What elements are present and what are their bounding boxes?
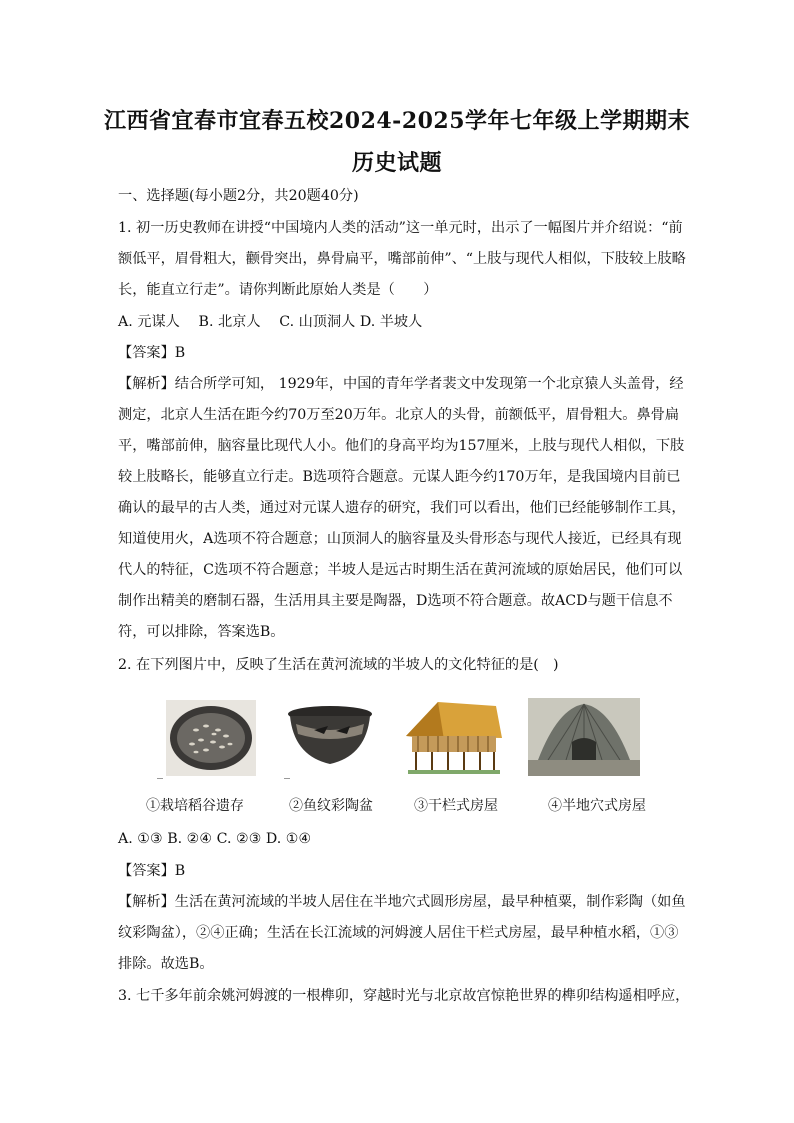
q1-analysis-line: 知道使用火，A选项不符合题意；山顶洞人的脑容量及头骨形态与现代人接近，已经具有现 [118,531,682,547]
image-mark [284,778,290,779]
image-caption-2: ②鱼纹彩陶盆 [289,798,373,814]
image-mark [157,778,163,779]
image-caption-4: ④半地穴式房屋 [548,798,646,814]
q1-options: A. 元谋人 B. 北京人 C. 山顶洞人 D. 半坡人 [118,314,423,330]
stilt-house-image [398,696,504,778]
q1-analysis-line: 代人的特征，C选项不符合题意；半坡人是远古时期生活在黄河流域的原始居民，他们可以 [118,562,683,578]
rice-remains-image [166,700,256,776]
section-heading: 一、选择题(每小题2分，共20题40分) [118,188,359,204]
q1-analysis-line: 平，嘴部前伸，脑容量比现代人小。他们的身高平均为157厘米，上肢与现代人相似，下肢 [118,438,685,454]
document-subtitle: 历史试题 [351,150,442,176]
q1-stem-line: 额低平，眉骨粗大，颧骨突出，鼻骨扁平，嘴部前伸”、“上肢与现代人相似，下肢较上肢略 [118,251,686,267]
q1-analysis-line: 【解析】结合所学可知， 1929年，中国的青年学者裴文中发现第一个北京猿人头盖骨，经 [118,376,684,392]
q2-analysis-line: 排除。故选B。 [118,956,214,972]
q2-analysis-line: 【解析】生活在黄河流域的半坡人居住在半地穴式圆形房屋，最早种植粟，制作彩陶（如鱼 [118,894,686,910]
q2-analysis-line: 纹彩陶盆），②④正确；生活在长江流域的河姆渡人居住干栏式房屋，最早种植水稻，①③ [118,925,679,941]
image-caption-3: ③干栏式房屋 [414,798,498,814]
q2-stem: 2. 在下列图片中，反映了生活在黄河流域的半坡人的文化特征的是( ) [118,657,559,673]
document-title: 江西省宜春市宜春五校2024-2025学年七年级上学期期末 [103,108,691,134]
semi-subterranean-house-image [528,698,640,776]
q1-answer: 【答案】B [118,345,186,361]
q1-stem-line: 1. 初一历史教师在讲授“中国境内人类的活动”这一单元时，出示了一幅图片并介绍说：“前 [118,220,683,236]
q1-analysis-line: 确认的最早的古人类，通过对元谋人遗存的研究，我们可以看出，他们已经能够制作工具， [118,500,686,516]
q1-analysis-line: 较上肢略长，能够直立行走。B选项符合题意。元谋人距今约170万年，是我国境内目前已 [118,469,681,485]
q1-analysis-line: 制作出精美的磨制石器，生活用具主要是陶器，D选项不符合题意。故ACD与题干信息不 [118,593,673,609]
q3-stem: 3. 七千多年前余姚河姆渡的一根榫卯，穿越时光与北京故宫惊艳世界的榫卯结构遥相呼应， [118,988,690,1004]
q2-answer: 【答案】B [118,863,186,879]
fish-pottery-basin-image [284,700,376,776]
q1-analysis-line: 测定，北京人生活在距今约70万至20万年。北京人的头骨，前额低平，眉骨粗大。鼻骨扁 [118,407,680,423]
q1-analysis-line: 符，可以排除，答案选B。 [118,624,285,640]
q2-options: A. ①③ B. ②④ C. ②③ D. ①④ [118,831,312,847]
image-caption-1: ①栽培稻谷遗存 [146,798,244,814]
q1-stem-line: 长，能直立行走”。请你判断此原始人类是（ ） [118,282,438,298]
